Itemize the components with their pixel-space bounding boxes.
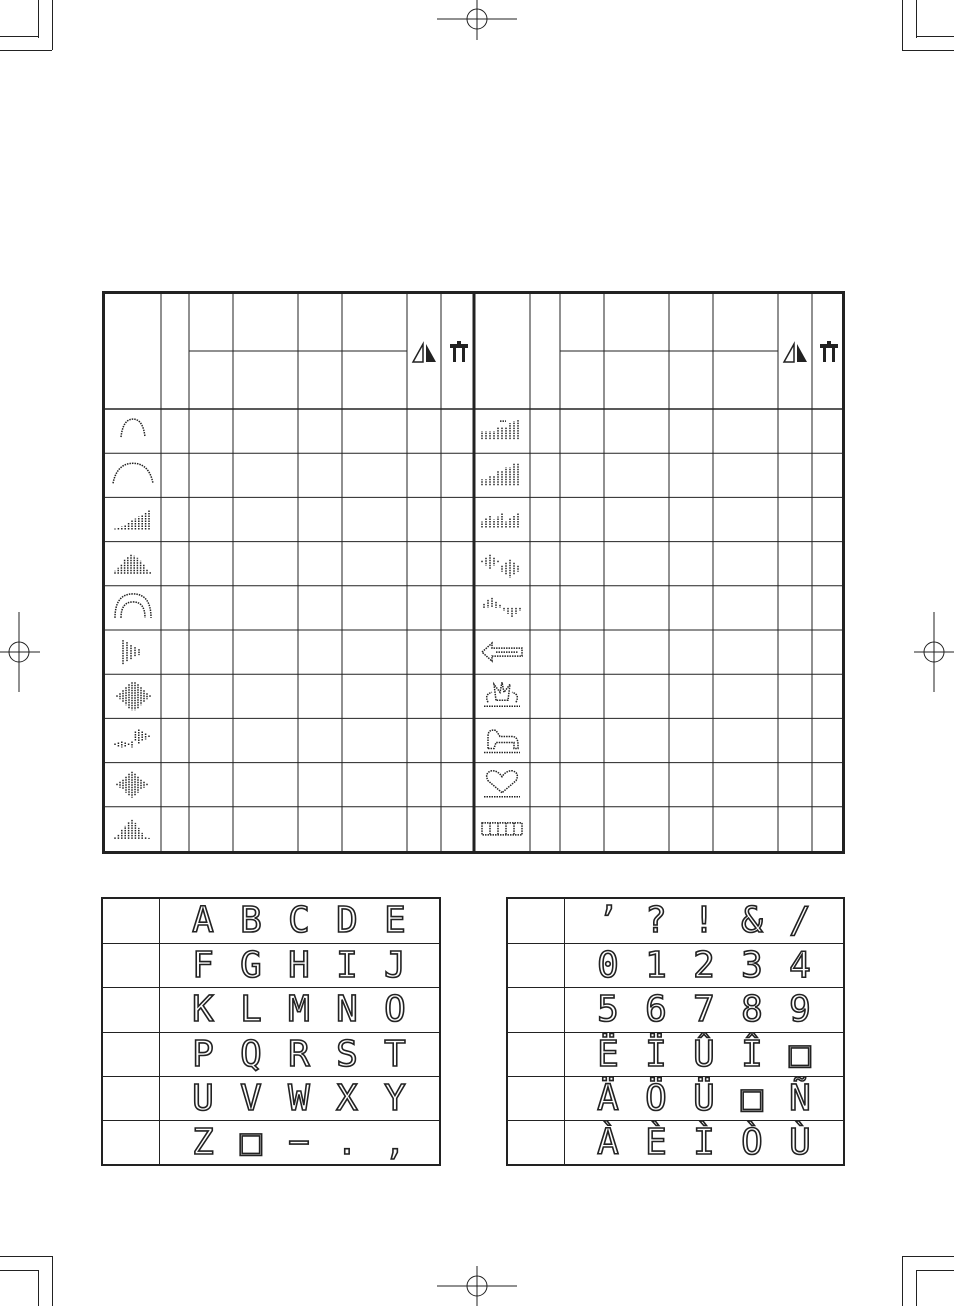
char-glyph: G (240, 945, 262, 987)
char-glyph: 5 (597, 989, 619, 1031)
diamond-satin-stitch-icon (117, 682, 150, 710)
char-glyph: Y (384, 1077, 406, 1119)
mirror-icon (413, 344, 436, 362)
crop-mark (916, 1270, 954, 1271)
char-glyph: 6 (645, 989, 667, 1031)
stitch-pattern-table (102, 291, 845, 854)
lotus-flower-stitch-icon (484, 682, 520, 706)
stitch-table-grid (105, 294, 842, 851)
registration-mark-bottom (437, 1266, 517, 1306)
crop-mark (0, 1270, 38, 1271)
char-glyph: Î (741, 1033, 763, 1075)
half-bell-satin-stitch-icon (115, 820, 149, 839)
char-glyph: Ù (789, 1122, 811, 1164)
wave-bars-stitch-icon (482, 555, 518, 578)
arrow-left-stitch-icon (482, 643, 522, 661)
crop-mark (902, 1256, 903, 1306)
char-glyph: 0 (597, 945, 619, 987)
mirror-icon (784, 344, 807, 362)
char-glyph: Ñ (789, 1077, 811, 1119)
char-glyph: 3 (741, 945, 763, 987)
char-row (103, 899, 439, 943)
char-glyph: 1 (645, 945, 667, 987)
small-arch-stitch-icon (121, 419, 145, 437)
char-glyph: , (384, 1122, 406, 1164)
char-row (103, 943, 439, 988)
char-row-label-cell (508, 1121, 565, 1165)
char-row-label-cell (508, 1077, 565, 1121)
char-glyph: W (288, 1077, 310, 1119)
char-glyph: Ò (741, 1122, 763, 1164)
wave-satin-stitch-icon (115, 730, 149, 748)
letters-table (101, 897, 441, 1166)
char-row-label-cell (508, 1033, 565, 1077)
char-glyph: Q (240, 1033, 262, 1075)
char-glyph: Ü (693, 1077, 715, 1119)
crop-mark (52, 0, 53, 50)
char-glyph: E (384, 900, 406, 942)
char-glyph: − (288, 1122, 310, 1164)
symbols-table (506, 897, 845, 1166)
char-row (508, 899, 843, 943)
char-glyph: À (597, 1122, 619, 1164)
crop-mark (916, 1270, 917, 1306)
char-glyph: M (288, 989, 310, 1031)
crop-mark (902, 0, 903, 50)
large-arch-stitch-icon (113, 463, 153, 483)
char-glyph: A (192, 900, 214, 942)
char-row-label-cell (508, 988, 565, 1032)
char-glyph: 7 (693, 989, 715, 1031)
char-glyph: K (192, 989, 214, 1031)
char-row-label-cell (103, 944, 160, 988)
char-glyph: . (336, 1122, 358, 1164)
ascending-bars-stitch-icon (115, 511, 149, 530)
char-row (508, 943, 843, 988)
char-glyph: X (336, 1077, 358, 1119)
crop-mark (0, 36, 38, 37)
char-glyph: Ï (645, 1033, 667, 1075)
char-glyph: ’ (597, 900, 619, 942)
char-row-label-cell (103, 988, 160, 1032)
char-row-label-cell (103, 899, 160, 943)
char-glyph: □ (741, 1077, 763, 1119)
char-glyph: □ (240, 1122, 262, 1164)
crop-mark (0, 1256, 52, 1257)
char-glyph: È (645, 1122, 667, 1164)
char-glyph: / (789, 900, 811, 942)
elongation-icon (820, 341, 838, 362)
heart-motif-stitch-icon (484, 771, 520, 797)
char-glyph: 4 (789, 945, 811, 987)
char-row (103, 1120, 439, 1165)
char-glyph: Û (693, 1033, 715, 1075)
char-row-label-cell (508, 944, 565, 988)
char-glyph: Ë (597, 1033, 619, 1075)
char-glyph: U (192, 1077, 214, 1119)
bell-bars-stitch-icon (115, 555, 150, 574)
registration-mark-left (0, 612, 40, 692)
char-glyph: C (288, 900, 310, 942)
char-row (103, 1032, 439, 1077)
char-glyph: T (384, 1033, 406, 1075)
crop-mark (38, 0, 39, 38)
step-up-satin-stitch-icon (482, 419, 518, 439)
registration-mark-top (437, 0, 517, 40)
char-glyph: B (240, 900, 262, 942)
char-glyph: Ä (597, 1077, 619, 1119)
char-row (508, 1120, 843, 1165)
crop-mark (52, 1256, 53, 1306)
char-glyph: □ (789, 1033, 811, 1075)
char-glyph: ! (693, 900, 715, 942)
crop-mark (916, 0, 917, 38)
crop-mark (916, 36, 954, 37)
char-row-label-cell (508, 899, 565, 943)
registration-mark-right (914, 612, 954, 692)
char-glyph: ? (645, 900, 667, 942)
triangle-satin-stitch-icon (123, 640, 139, 664)
scallop-fan-stitch-icon (115, 594, 151, 618)
char-glyph: L (240, 989, 262, 1031)
zigzag-step-satin-stitch-icon (482, 514, 518, 528)
char-row-label-cell (103, 1121, 160, 1165)
char-glyph: J (384, 945, 406, 987)
char-glyph: N (336, 989, 358, 1031)
char-glyph: Ì (693, 1122, 715, 1164)
char-row-label-cell (103, 1077, 160, 1121)
char-row (103, 1076, 439, 1121)
char-glyph: 8 (741, 989, 763, 1031)
char-glyph: & (741, 900, 763, 942)
crop-mark (902, 50, 954, 51)
crop-mark (902, 1256, 954, 1257)
char-row-label-cell (103, 1033, 160, 1077)
char-glyph: 2 (693, 945, 715, 987)
char-glyph: O (384, 989, 406, 1031)
char-glyph: R (288, 1033, 310, 1075)
small-diamond-satin-stitch-icon (117, 772, 147, 798)
char-glyph: P (192, 1033, 214, 1075)
char-row (508, 987, 843, 1032)
char-row (103, 987, 439, 1032)
char-glyph: 9 (789, 989, 811, 1031)
crop-mark (0, 50, 52, 51)
char-row (508, 1076, 843, 1121)
crop-mark (38, 1270, 39, 1306)
char-glyph: H (288, 945, 310, 987)
char-glyph: S (336, 1033, 358, 1075)
dog-motif-stitch-icon (484, 730, 520, 752)
char-glyph: Ö (645, 1077, 667, 1119)
char-glyph: V (240, 1077, 262, 1119)
elongation-icon (450, 341, 468, 362)
char-glyph: D (336, 900, 358, 942)
chain-link-stitch-icon (482, 823, 522, 835)
char-glyph: I (336, 945, 358, 987)
double-step-satin-stitch-icon (482, 463, 518, 485)
char-glyph: F (192, 945, 214, 987)
char-row (508, 1032, 843, 1077)
half-wave-bars-stitch-icon (484, 598, 520, 617)
char-glyph: Z (192, 1122, 214, 1164)
